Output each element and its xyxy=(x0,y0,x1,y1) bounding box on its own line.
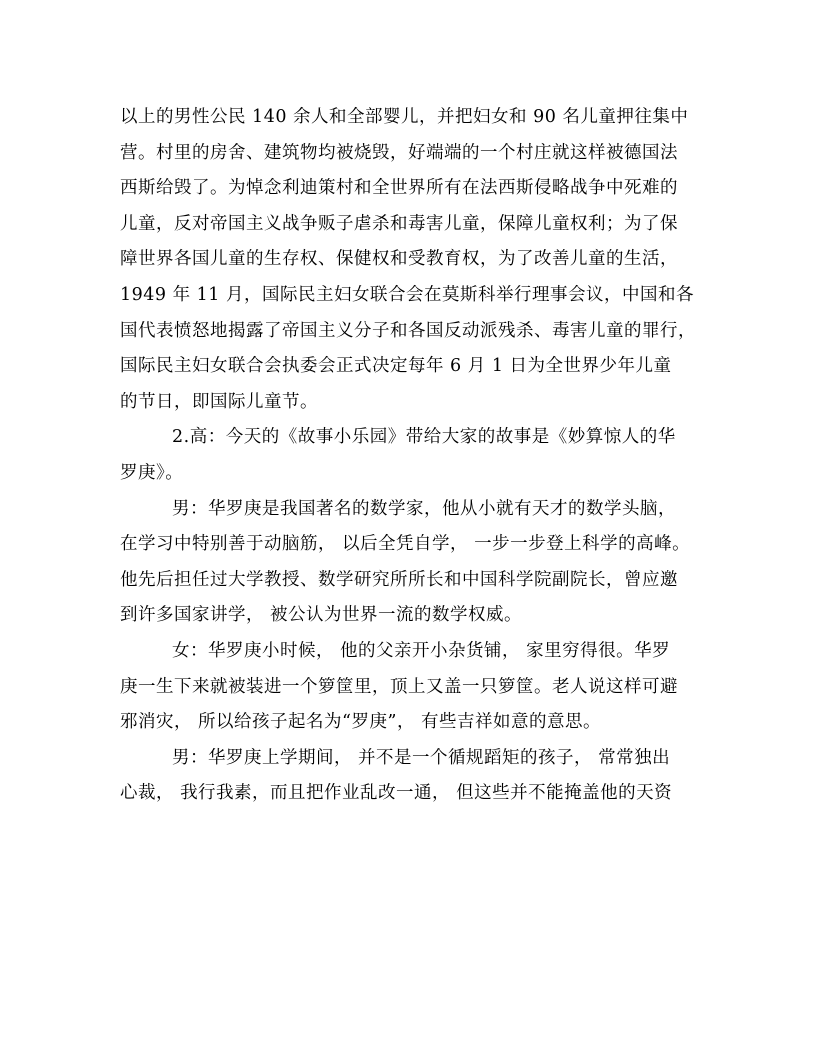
text-line: 心裁， 我行我素，而且把作业乱改一通， 但这些并不能掩盖他的天资 xyxy=(120,783,673,804)
text-line: 国际民主妇女联合会执委会正式决定每年 6 月 1 日为全世界少年儿童 xyxy=(120,356,672,377)
text-line: 西斯给毁了。为悼念利迪策村和全世界所有在法西斯侵略战争中死难的 xyxy=(120,178,678,199)
text-line: 女：华罗庚小时候， 他的父亲开小杂货铺， 家里穷得很。华罗 xyxy=(172,640,671,661)
paragraph-male-speaker-2 xyxy=(120,741,720,812)
text-line: 2.高：今天的《故事小乐园》带给大家的故事是《妙算惊人的华 xyxy=(172,427,676,448)
text-line: 障世界各国儿童的生存权、保健权和受教育权，为了改善儿童的生活， xyxy=(120,249,678,270)
text-line: 1949 年 11 月，国际民主妇女联合会在莫斯科举行理事会议，中国和各 xyxy=(120,284,694,305)
text-line: 营。村里的房舍、建筑物均被烧毁，好端端的一个村庄就这样被德国法 xyxy=(120,142,678,163)
text-line: 罗庚》。 xyxy=(120,462,184,483)
paragraph-male-speaker-1 xyxy=(120,492,720,634)
text-line: 庚一生下来就被装进一个箩筐里，顶上又盖一只箩筐。老人说这样可避 xyxy=(120,676,678,697)
paragraph-female-speaker xyxy=(120,634,720,741)
document-body xyxy=(120,100,720,812)
text-line: 他先后担任过大学教授、数学研究所所长和中国科学院副院长，曾应邀 xyxy=(120,569,678,590)
text-line: 男：华罗庚上学期间， 并不是一个循规蹈矩的孩子， 常常独出 xyxy=(172,747,671,768)
text-line: 男：华罗庚是我国著名的数学家，他从小就有天才的数学头脑， xyxy=(172,498,676,519)
text-line: 以上的男性公民 140 余人和全部婴儿，并把妇女和 90 名儿童押往集中 xyxy=(120,107,689,127)
text-line: 在学习中特别善于动脑筋， 以后全凭自学， 一步一步登上科学的高峰。 xyxy=(120,534,691,555)
text-line: 国代表愤怒地揭露了帝国主义分子和各国反动派残杀、毒害儿童的罪行， xyxy=(120,320,696,341)
text-line: 儿童，反对帝国主义战争贩子虐杀和毒害儿童，保障儿童权利；为了保 xyxy=(120,213,678,234)
text-line: 的节日，即国际儿童节。 xyxy=(120,391,318,412)
text-line: 到许多国家讲学， 被公认为世界一流的数学权威。 xyxy=(120,605,523,626)
text-line: 邪消灾， 所以给孩子起名为“罗庚”， 有些吉祥如意的意思。 xyxy=(120,712,602,733)
paragraph-story-intro xyxy=(120,420,720,491)
paragraph-childrens-day-history xyxy=(120,100,720,420)
